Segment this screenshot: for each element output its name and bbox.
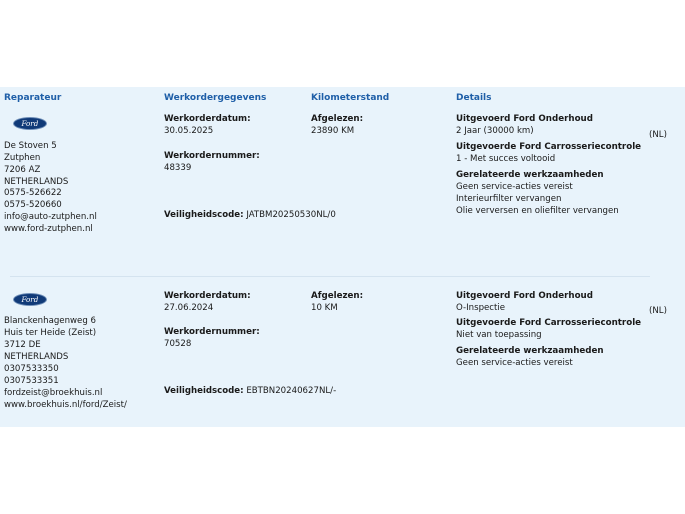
address-line: De Stoven 5 [4, 141, 57, 151]
detail-line: Geen service-acties vereist [456, 182, 573, 192]
detail-title: Uitgevoerd Ford Onderhoud [456, 291, 593, 301]
detail-line: Niet van toepassing [456, 330, 542, 340]
header-details: Details [456, 93, 492, 103]
ford-logo-icon: Ford [13, 293, 47, 306]
header-repairer: Reparateur [4, 93, 62, 103]
address-line: 3712 DE [4, 340, 41, 350]
email-link[interactable]: fordzeist@broekhuis.nl [4, 388, 103, 398]
work-order-number: 70528 [164, 339, 192, 349]
detail-title: Uitgevoerde Ford Carrosseriecontrole [456, 142, 642, 152]
security-code-label: Veiligheidscode: [164, 210, 244, 220]
security-code-value: EBTBN20240627NL/- [246, 386, 337, 396]
address-line: NETHERLANDS [4, 177, 69, 187]
detail-line: Geen service-acties vereist [456, 358, 573, 368]
detail-line: 2 Jaar (30000 km) [456, 126, 534, 136]
email-link[interactable]: info@auto-zutphen.nl [4, 212, 97, 222]
mileage-value: 10 KM [311, 303, 338, 313]
mileage-label: Afgelezen: [311, 291, 364, 301]
detail-line: O-Inspectie [456, 303, 506, 313]
detail-title: Gerelateerde werkzaamheden [456, 170, 604, 180]
work-order-number-label: Werkordernummer: [164, 327, 260, 337]
mileage-label: Afgelezen: [311, 114, 364, 124]
detail-title: Uitgevoerd Ford Onderhoud [456, 114, 593, 124]
security-code-label: Veiligheidscode: [164, 386, 244, 396]
detail-line: 1 - Met succes voltooid [456, 154, 556, 164]
country-code: (NL) [649, 130, 667, 140]
phone-number: 0575-526622 [4, 188, 62, 198]
record-divider [10, 276, 650, 277]
work-order-number-label: Werkordernummer: [164, 151, 260, 161]
address-line: Zutphen [4, 153, 41, 163]
website-link[interactable]: www.ford-zutphen.nl [4, 224, 93, 234]
country-code: (NL) [649, 306, 667, 316]
security-code [164, 209, 336, 221]
address-line: Blanckenhagenweg 6 [4, 316, 96, 326]
work-order-date: 27.06.2024 [164, 303, 214, 313]
work-order-number: 48339 [164, 163, 192, 173]
work-order-date-label: Werkorderdatum: [164, 291, 251, 301]
fax-number: 0575-520660 [4, 200, 62, 210]
address-line: Huis ter Heide (Zeist) [4, 328, 97, 338]
header-mileage: Kilometerstand [311, 93, 390, 103]
ford-logo-icon: Ford [13, 117, 47, 130]
work-order-date: 30.05.2025 [164, 126, 214, 136]
detail-title: Gerelateerde werkzaamheden [456, 346, 604, 356]
header-work-order: Werkordergegevens [164, 93, 267, 103]
address-line: 7206 AZ [4, 165, 41, 175]
detail-line: Olie verversen en oliefilter vervangen [456, 206, 619, 216]
fax-number: 0307533351 [4, 376, 59, 386]
security-code-value: JATBM20250530NL/0 [246, 210, 336, 220]
work-order-date-label: Werkorderdatum: [164, 114, 251, 124]
detail-line: Interieurfilter vervangen [456, 194, 562, 204]
service-history-panel [0, 87, 685, 427]
security-code [164, 385, 336, 397]
address-line: NETHERLANDS [4, 352, 69, 362]
detail-title: Uitgevoerde Ford Carrosseriecontrole [456, 318, 642, 328]
website-link[interactable]: www.broekhuis.nl/ford/Zeist/ [4, 400, 127, 410]
mileage-value: 23890 KM [311, 126, 355, 136]
phone-number: 0307533350 [4, 364, 59, 374]
